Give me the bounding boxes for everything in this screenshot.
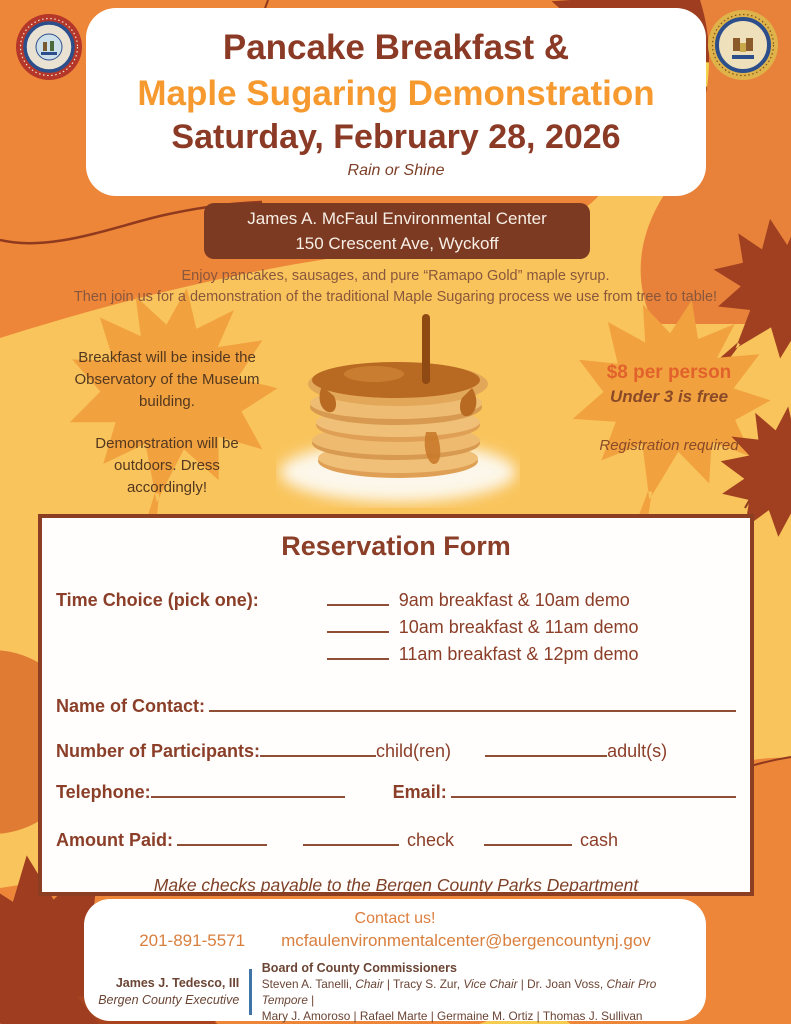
time-option-1 [327,587,639,614]
name-of-contact-label: Name of Contact: [56,696,206,717]
executive-name: James J. Tedesco, III [115,976,240,991]
contact-phone: 201-891-5571 [139,931,246,950]
county-executive-block [98,975,239,1009]
title-line2: Maple Sugaring Demonstration [137,73,655,113]
time-option-2-label: 10am breakfast & 11am demo [398,617,639,637]
name-of-contact-row [56,695,736,717]
time-option-3-blank [327,643,389,660]
commissioners-block [262,960,692,1024]
registration-required-note: Registration required [599,437,739,454]
intro-text [0,266,791,308]
time-choice-row [56,587,736,668]
time-option-2 [327,614,639,641]
rain-or-shine-note: Rain or Shine [347,161,445,179]
venue-address: 150 Crescent Ave, Wyckoff [295,234,499,253]
time-option-3-label: 11am breakfast & 12pm demo [398,644,639,664]
breakfast-location-note: Breakfast will be inside the Observatory of the Museum building. [74,349,260,410]
adults-count-blank [485,740,607,757]
amount-paid-blank [177,829,267,846]
cash-label: cash [580,830,619,851]
contact-row [84,931,706,951]
time-choice-label: Time Choice (pick one): [56,590,259,610]
intro-line2: Then join us for a demonstration of the traditional Maple Sugaring process we use from tree to table! [73,289,718,306]
name-of-contact-blank [209,695,736,712]
officials-footer [84,960,706,1024]
telephone-blank [151,781,345,798]
adults-label: adult(s) [607,741,668,762]
cash-amount-blank [484,829,572,846]
title-card [86,8,706,196]
footer-divider [249,969,252,1015]
check-amount-blank [303,829,399,846]
parks-department-seal-icon [16,14,82,80]
board-members-line2: Mary J. Amoroso | Rafael Marte | Germaine M. Ortiz | Thomas J. Sullivan [261,1008,643,1023]
pancakes-image [276,314,520,508]
event-date: Saturday, February 28, 2026 [171,118,621,157]
time-options [327,587,639,668]
bergen-county-seal-icon [708,10,778,80]
time-option-1-blank [327,589,389,606]
amount-paid-label: Amount Paid: [56,830,173,851]
email-blank [451,781,736,798]
price-per-person: $8 per person [606,362,732,383]
children-count-blank [260,740,376,757]
telephone-email-row [56,781,736,803]
contact-card [84,899,706,1021]
participants-label: Number of Participants: [56,741,261,762]
pricing-block [562,362,776,454]
time-option-2-blank [327,616,389,633]
time-option-3 [327,641,639,668]
board-heading: Board of County Commissioners [261,961,457,975]
form-title: Reservation Form [281,531,511,561]
reservation-form [38,514,754,896]
venue-name: James A. McFaul Environmental Center [247,208,547,228]
board-members-line1: Steven A. Tanelli, Chair | Tracy S. Zur, Vice Chair | Dr. Joan Voss, Chair Pro Tempore | [261,976,657,1007]
check-label: check [407,830,455,851]
demonstration-note: Demonstration will be outdoors. Dress accordingly! [95,435,239,496]
email-label: Email: [392,782,447,803]
participants-row [56,740,736,762]
executive-title: Bergen County Executive [98,993,240,1008]
contact-heading: Contact us! [354,910,436,927]
venue-box [204,203,590,259]
contact-email: mcfaulenvironmentalcenter@bergencountynj.gov [281,931,651,950]
amount-paid-row [56,829,736,851]
title-line1: Pancake Breakfast & [222,28,570,68]
location-info-block [42,347,292,499]
time-option-1-label: 9am breakfast & 10am demo [398,590,630,610]
checks-payable-note: Make checks payable to the Bergen County Parks Department [153,875,639,896]
telephone-label: Telephone: [56,782,151,803]
under-three-note: Under 3 is free [609,387,729,406]
intro-line1: Enjoy pancakes, sausages, and pure “Ramapo Gold” maple syrup. [181,268,610,284]
children-label: child(ren) [376,741,452,762]
